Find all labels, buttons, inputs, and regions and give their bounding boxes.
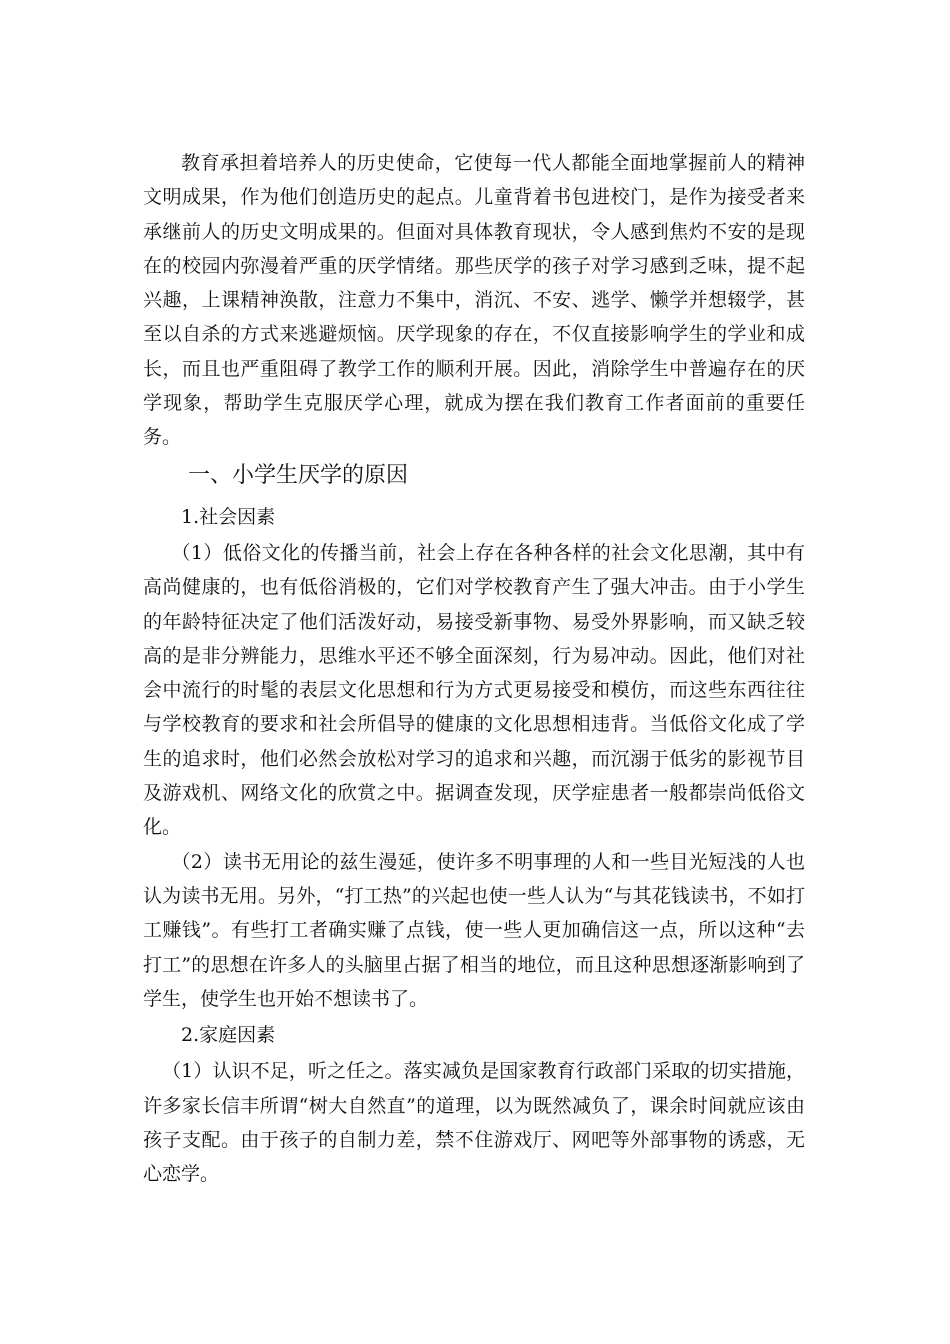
document-page bbox=[143, 146, 805, 1192]
subsection-heading-social: 1.社会因素 bbox=[181, 505, 276, 528]
paragraph-useless-study: （2）读书无用论的兹生漫延，使许多不明事理的人和一些目光短浅的人也认为读书无用。另外，“打工热”的兴起也使一些人认为“与其花钱读书，不如打工赚钱”。有些打工者确实赚了点钱，使一些人更加确信这一点，所以这种“去打工”的思想在许多人的头脑里占据了相当的地位，而且这种思想逐渐影响到了学生，使学生也开始不想读书了。 bbox=[143, 850, 805, 1010]
paragraph-family-awareness: （1）认识不足，听之任之。落实减负是国家教育行政部门采取的切实措施，许多家长信丰所谓“树大自然直”的道理，以为既然减负了，课余时间就应该由孩子支配。由于孩子的自制力差，禁不住游戏厅、网吧等外部事物的诱惑，无心恋学。 bbox=[143, 1060, 805, 1186]
section-heading: 一、小学生厌学的原因 bbox=[188, 462, 409, 488]
subsection-heading-family: 2.家庭因素 bbox=[181, 1024, 276, 1047]
intro-paragraph: 教育承担着培养人的历史使命，它使每一代人都能全面地掌握前人的精神文明成果，作为他们创造历史的起点。儿童背着书包进校门，是作为接受者来承继前人的历史文明成果的。但面对具体教育现状，令人感到焦灼不安的是现在的校园内弥漫着严重的厌学情绪。那些厌学的孩子对学习感到乏味，提不起兴趣，上课精神涣散，注意力不集中，消沉、不安、逃学、懒学并想辍学，甚至以自杀的方式来逃避烦恼。厌学现象的存在，不仅直接影响学生的学业和成长，而且也严重阻碍了教学工作的顺利开展。因此，消除学生中普遍存在的厌学现象，帮助学生克服厌学心理，就成为摆在我们教育工作者面前的重要任务。 bbox=[143, 152, 805, 449]
paragraph-low-culture: （1）低俗文化的传播当前，社会上存在各种各样的社会文化思潮，其中有高尚健康的，也有低俗消极的，它们对学校教育产生了强大冲击。由于小学生的年龄特征决定了他们活泼好动，易接受新事物、易受外界影响，而又缺乏较高的是非分辨能力，思维水平还不够全面深刻，行为易冲动。因此，他们对社会中流行的时髦的表层文化思想和行为方式更易接受和模仿，而这些东西往往与学校教育的要求和社会所倡导的健康的文化思想相违背。当低俗文化成了学生的追求时，他们必然会放松对学习的追求和兴趣，而沉溺于低劣的影视节目及游戏机、网络文化的欣赏之中。据调查发现，厌学症患者一般都崇尚低俗文化。 bbox=[143, 541, 805, 839]
